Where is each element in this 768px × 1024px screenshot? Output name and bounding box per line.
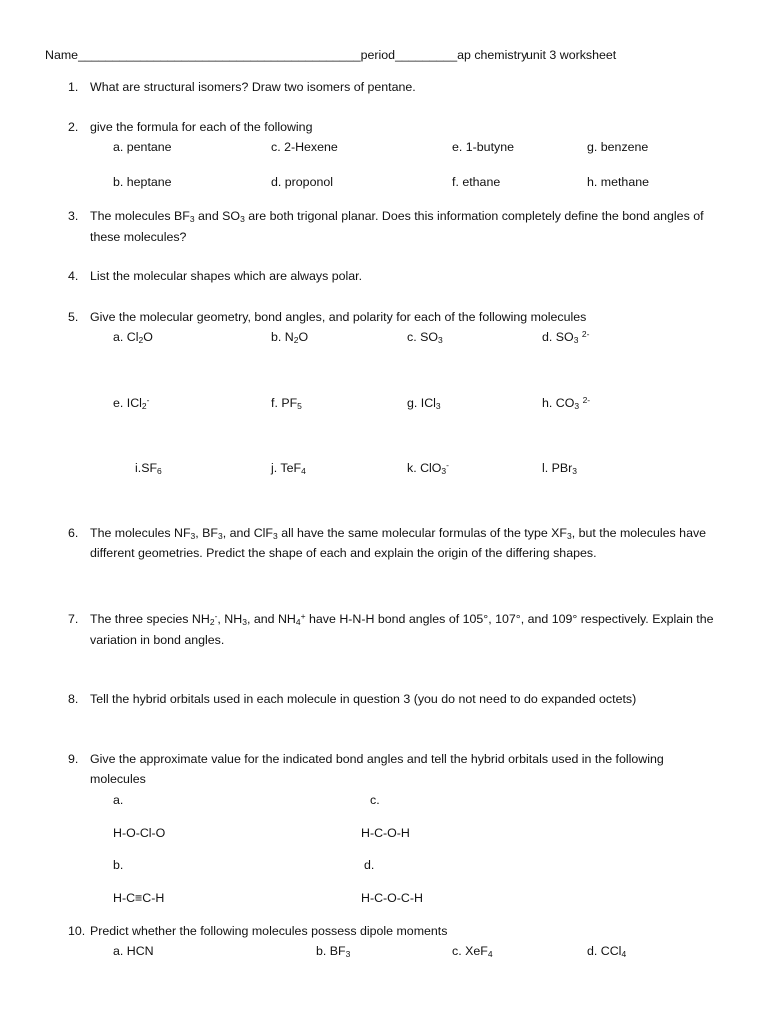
course-title: ap chemistry <box>457 48 528 62</box>
q2-item-f: f. ethane <box>452 175 501 189</box>
name-blank[interactable]: _________________________________________ <box>78 48 361 62</box>
q5-item-b: b. $N_2O$ <box>271 330 309 345</box>
q6-text-line2: different geometries. Predict the shape of each and explain the origin of the differing shapes. <box>90 546 597 560</box>
q1-text: What are structural isomers? Draw two isomers of pentane. <box>90 80 416 94</box>
q2-item-h: h. methane <box>587 175 649 189</box>
q2-text: give the formula for each of the following <box>90 120 313 134</box>
q10-item-a: a. HCN <box>113 944 154 958</box>
q8-text: Tell the hybrid orbitals used in each molecule in question 3 (you do not need to do expanded octets) <box>90 692 637 706</box>
q9-label-c: c. <box>370 793 380 807</box>
q5-item-f: f. $PF_5$ <box>271 396 302 411</box>
q9-label-d: d. <box>364 858 375 872</box>
q3-number: 3. <box>68 209 79 223</box>
q3-text: The molecules $BF_3$ and $SO_3$ are both trigonal planar. Does this information completely define the bond angles of <box>90 209 704 224</box>
q7-text: The three species $NH_2^-$, $NH_3$, and $NH_4^+$ have H-N-H bond angles of 105°, 107°, and 109° respectively. Explain the <box>90 611 714 627</box>
q5-item-i: $i.SF_6$ <box>135 461 162 476</box>
q5-number: 5. <box>68 310 79 324</box>
q2-item-e: e. 1-butyne <box>452 140 514 154</box>
q2-item-c: c. 2-Hexene <box>271 140 338 154</box>
q5-item-l: l. PBr$_3$ <box>542 461 578 476</box>
name-label: Name <box>45 48 79 62</box>
q7-number: 7. <box>68 612 79 626</box>
q8-number: 8. <box>68 692 79 706</box>
period-blank[interactable]: _________ <box>395 48 458 62</box>
q9-molecule-a: H-O-Cl-O <box>113 826 166 840</box>
q9-molecule-d: H-C-O-C-H <box>361 891 423 905</box>
q5-item-a: a. $Cl_2O$ <box>113 330 153 345</box>
q9-text: Give the approximate value for the indicated bond angles and tell the hybrid orbitals used in the following <box>90 752 664 766</box>
q9-text-line2: molecules <box>90 772 146 786</box>
q6-number: 6. <box>68 526 79 540</box>
q9-molecule-b: H-C≡C-H <box>113 891 165 905</box>
q3-text-line2: these molecules? <box>90 230 187 244</box>
header-line <box>45 48 527 62</box>
unit-title: unit 3 worksheet <box>526 48 617 62</box>
q5-text: Give the molecular geometry, bond angles, and polarity for each of the following molecules <box>90 310 587 324</box>
q10-text: Predict whether the following molecules possess dipole moments <box>90 924 448 938</box>
q10-item-d: d. CCl$_4$ <box>587 944 627 959</box>
q10-number: 10. <box>68 924 86 938</box>
q5-item-c: c. $SO_3$ <box>407 330 443 345</box>
q1-number: 1. <box>68 80 79 94</box>
q6-text: The molecules $NF_3$, $BF_3$, and ClF$_3$ all have the same molecular formulas of the type $XF_3$, but the molecules have <box>90 526 707 541</box>
q9-label-a: a. <box>113 793 124 807</box>
q9-number: 9. <box>68 752 79 766</box>
q5-item-e: e. ICl$_2$- <box>113 395 150 411</box>
q5-item-j: j. TeF$_4$ <box>271 461 306 476</box>
period-label: period <box>360 48 396 62</box>
q2-item-b: b. heptane <box>113 175 172 189</box>
q5-item-h: h. $CO_3$ $^{2-}$ <box>542 395 591 411</box>
q10-item-b: b. $BF_3$ <box>316 944 351 959</box>
q5-item-g: g. ICl$_3$ <box>407 396 441 411</box>
q2-item-g: g. benzene <box>587 140 649 154</box>
q2-number: 2. <box>68 120 79 134</box>
q5-item-k: k. ClO$_3$- <box>407 460 449 476</box>
q10-item-c: c. XeF$_4$ <box>452 944 493 959</box>
q9-molecule-c: H-C-O-H <box>361 826 410 840</box>
q2-item-d: d. proponol <box>271 175 334 189</box>
q4-number: 4. <box>68 269 79 283</box>
q7-text-line2: variation in bond angles. <box>90 633 225 647</box>
q9-label-b: b. <box>113 858 124 872</box>
q4-text: List the molecular shapes which are always polar. <box>90 269 363 283</box>
q5-item-d: d. $SO_3$ $^{2-}$ <box>542 329 590 345</box>
q2-item-a: a. pentane <box>113 140 172 154</box>
